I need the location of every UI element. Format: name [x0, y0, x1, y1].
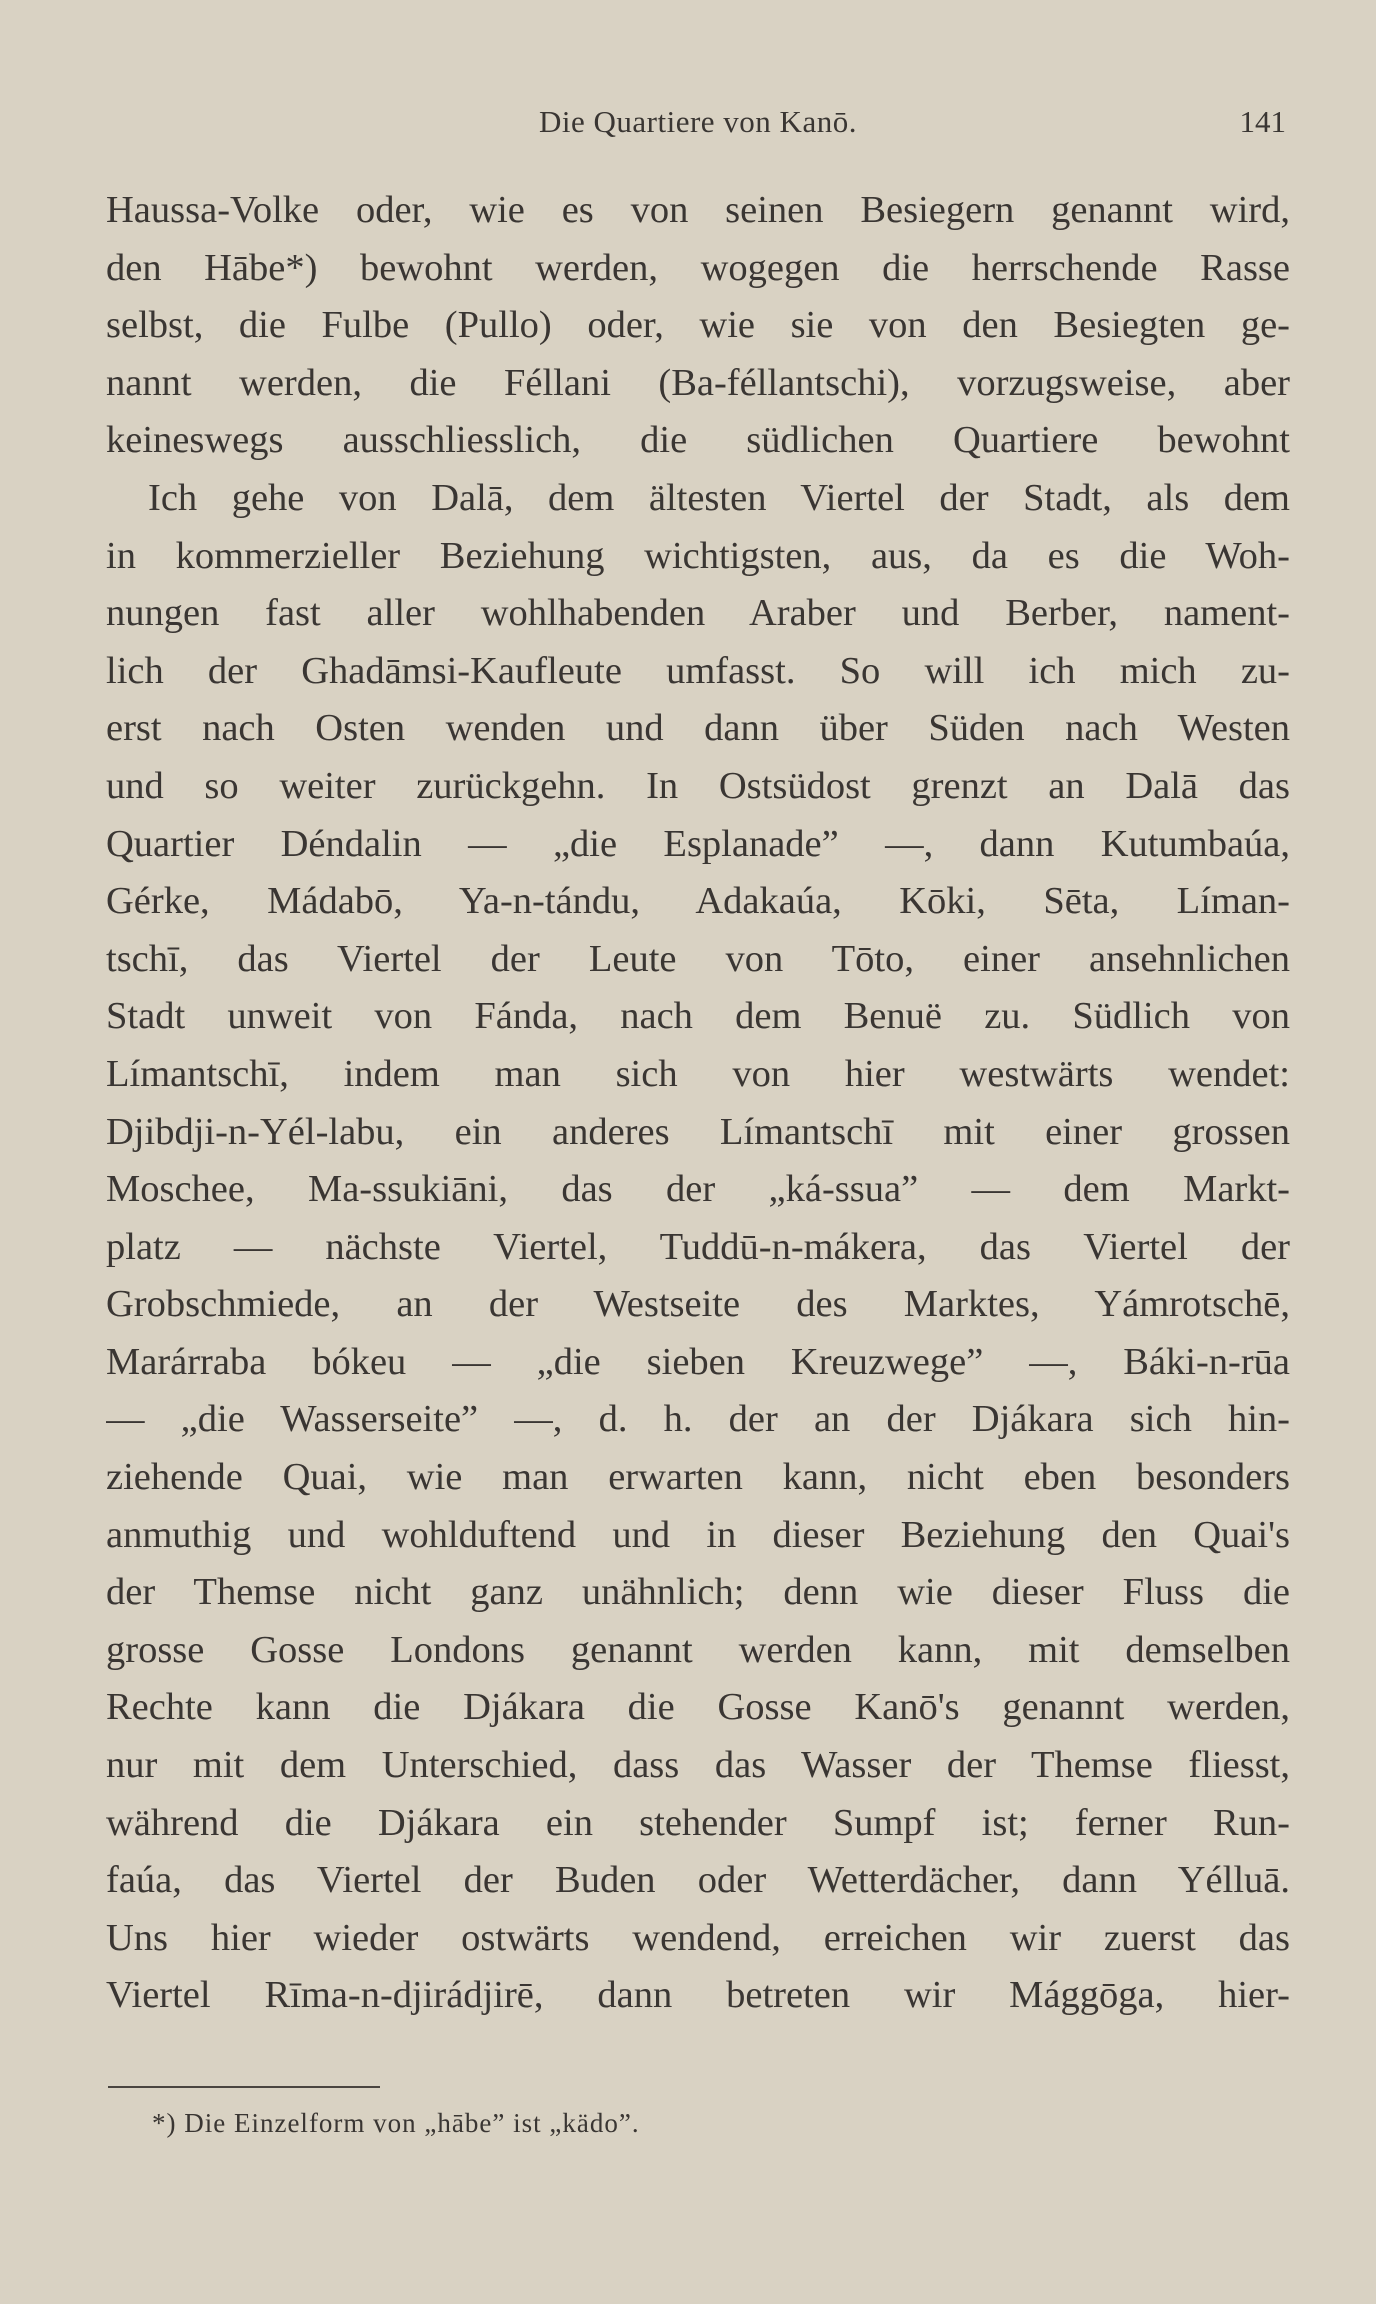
text-line: faúa, das Viertel der Buden oder Wetterdächer, dann Yélluā.	[106, 1859, 1290, 1902]
text-line: Límantschī, indem man sich von hier westwärts wendet:	[106, 1052, 1290, 1095]
text-line: nur mit dem Unterschied, dass das Wasser der Themse fliesst,	[106, 1744, 1290, 1787]
text-line: Ich gehe von Dalā, dem ältesten Viertel der Stadt, als dem	[148, 476, 1290, 519]
footnote-rule	[108, 2086, 380, 2088]
text-line: Stadt unweit von Fánda, nach dem Benuë zu. Südlich von	[106, 995, 1290, 1038]
text-line: anmuthig und wohlduftend und in dieser Beziehung den Quai's	[106, 1513, 1290, 1556]
text-line: Djibdji-n-Yél-labu, ein anderes Límantschī mit einer grossen	[106, 1110, 1290, 1153]
text-line: und so weiter zurückgehn. In Ostsüdost grenzt an Dalā das	[106, 764, 1290, 807]
text-line: Marárraba bókeu — „die sieben Kreuzwege” —, Báki-n-rūa	[106, 1340, 1290, 1383]
text-line: nungen fast aller wohlhabenden Araber und Berber, nament-	[106, 592, 1290, 635]
text-line: tschī, das Viertel der Leute von Tōto, einer ansehnlichen	[106, 937, 1290, 980]
text-line: Uns hier wieder ostwärts wendend, erreichen wir zuerst das	[106, 1916, 1290, 1959]
text-line: platz — nächste Viertel, Tuddū-n-mákera, das Viertel der	[106, 1225, 1290, 1268]
running-title: Die Quartiere von Kanō.	[539, 104, 857, 139]
text-line: lich der Ghadāmsi-Kaufleute umfasst. So will ich mich zu-	[106, 649, 1290, 692]
page-number: 141	[1239, 104, 1286, 139]
body-text	[106, 182, 1290, 2025]
text-line: erst nach Osten wenden und dann über Süden nach Westen	[106, 707, 1290, 750]
text-line: grosse Gosse Londons genannt werden kann, mit demselben	[106, 1628, 1290, 1671]
text-line: Viertel Rīma-n-djirádjirē, dann betreten wir Mággōga, hier-	[106, 1974, 1290, 2017]
text-line: während die Djákara ein stehender Sumpf ist; ferner Run-	[106, 1801, 1290, 1844]
text-line: nannt werden, die Féllani (Ba-féllantschi), vorzugsweise, aber	[106, 361, 1290, 404]
text-line: ziehende Quai, wie man erwarten kann, nicht eben besonders	[106, 1456, 1290, 1499]
page-header	[106, 104, 1290, 148]
text-line: Grobschmiede, an der Westseite des Marktes, Yámrotschē,	[106, 1283, 1290, 1326]
footnote: *) Die Einzelform von „hābe” ist „kädo”.	[152, 2108, 640, 2138]
text-line: Gérke, Mádabō, Ya-n-tándu, Adakaúa, Kōki, Sēta, Líman-	[106, 880, 1290, 923]
text-line: Moschee, Ma-ssukiāni, das der „ká-ssua” — dem Markt-	[106, 1168, 1290, 1211]
text-line: selbst, die Fulbe (Pullo) oder, wie sie von den Besiegten ge-	[106, 304, 1290, 347]
text-line: der Themse nicht ganz unähnlich; denn wie dieser Fluss die	[106, 1571, 1290, 1614]
text-line: Rechte kann die Djákara die Gosse Kanō's genannt werden,	[106, 1686, 1290, 1729]
text-line: Quartier Déndalin — „die Esplanade” —, dann Kutumbaúa,	[106, 822, 1290, 865]
text-line: in kommerzieller Beziehung wichtigsten, aus, da es die Woh-	[106, 534, 1290, 577]
text-line: keineswegs ausschliesslich, die südlichen Quartiere bewohnt	[106, 419, 1290, 462]
text-line: Haussa-Volke oder, wie es von seinen Besiegern genannt wird,	[106, 189, 1290, 231]
text-line: — „die Wasserseite” —, d. h. der an der Djákara sich hin-	[106, 1398, 1290, 1441]
text-line: den Hābe*) bewohnt werden, wogegen die herrschende Rasse	[106, 246, 1290, 289]
